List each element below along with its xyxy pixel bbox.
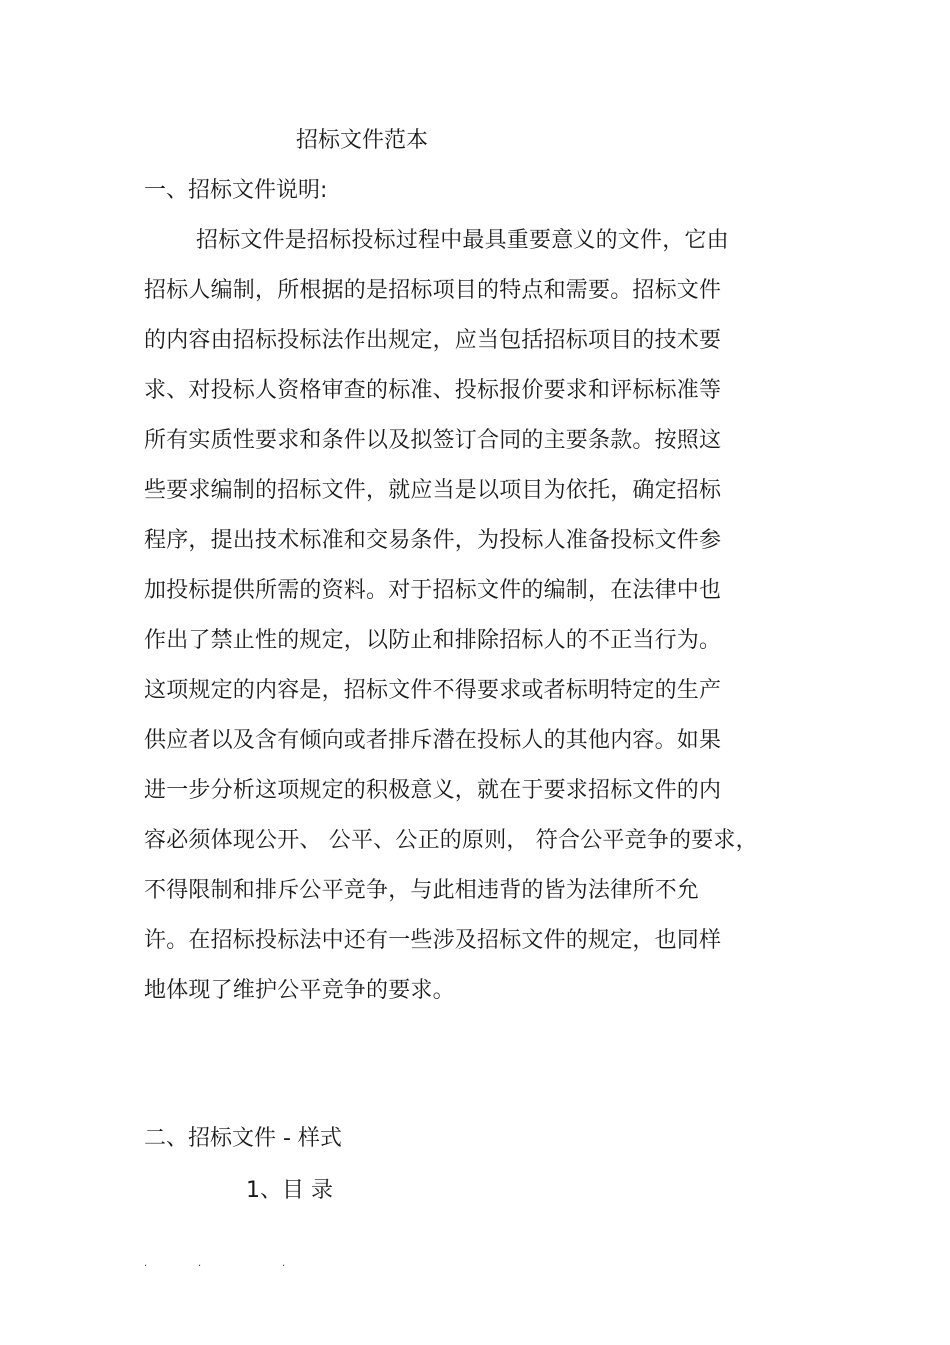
paragraph-line: 招标人编制，所根据的是招标项目的特点和需要。招标文件 [144, 278, 722, 303]
footer-dot: . [144, 1258, 148, 1269]
footer-dots [0, 1258, 950, 1270]
paragraph-line: 不得限制和排斥公平竞争，与此相违背的皆为法律所不允 [144, 878, 700, 903]
paragraph-line: 进一步分析这项规定的积极意义，就在于要求招标文件的内 [144, 778, 722, 803]
paragraph-line: 许。在招标投标法中还有一些涉及招标文件的规定，也同样 [144, 928, 722, 953]
paragraph-line: 招标文件是招标投标过程中最具重要意义的文件，它由 [196, 228, 729, 253]
paragraph-line: 些要求编制的招标文件，就应当是以项目为依托，确定招标 [144, 478, 722, 503]
paragraph-line: 的内容由招标投标法作出规定，应当包括招标项目的技术要 [144, 328, 722, 353]
footer-dot: . [198, 1258, 202, 1269]
paragraph-line: 加投标提供所需的资料。对于招标文件的编制，在法律中也 [144, 578, 722, 603]
section-1-paragraph [144, 224, 804, 1024]
paragraph-line: 容必须体现公开、 公平、公正的原则， 符合公平竞争的要求， [144, 828, 758, 853]
paragraph-line: 地体现了维护公平竞争的要求。 [144, 978, 455, 1003]
paragraph-line: 所有实质性要求和条件以及拟签订合同的主要条款。按照这 [144, 428, 722, 453]
section-heading-1: 一、招标文件说明: [144, 178, 328, 203]
footer-dot: . [282, 1258, 286, 1269]
section-heading-2: 二、招标文件 - 样式 [144, 1126, 342, 1151]
paragraph-line: 求、对投标人资格审查的标准、投标报价要求和评标标准等 [144, 378, 722, 403]
paragraph-line: 作出了禁止性的规定，以防止和排除招标人的不正当行为。 [144, 628, 722, 653]
document-title: 招标文件范本 [296, 128, 429, 153]
paragraph-line: 这项规定的内容是，招标文件不得要求或者标明特定的生产 [144, 678, 722, 703]
toc-item: 1、目 录 [246, 1178, 333, 1203]
paragraph-line: 程序，提出技术标准和交易条件，为投标人准备投标文件参 [144, 528, 722, 553]
paragraph-line: 供应者以及含有倾向或者排斥潜在投标人的其他内容。如果 [144, 728, 722, 753]
